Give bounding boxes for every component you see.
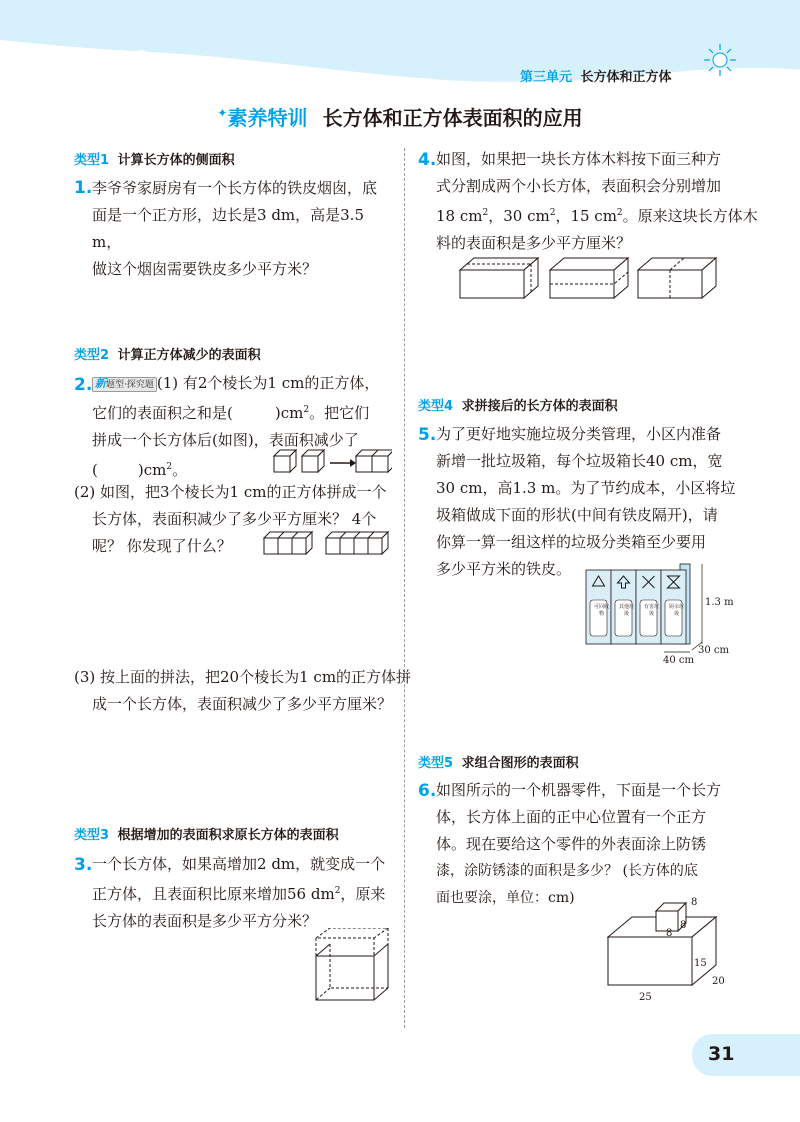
section-type2-label: 类型2 bbox=[74, 348, 110, 363]
sparkle-icon: ✦ bbox=[217, 106, 228, 120]
q5-number: 5. bbox=[418, 425, 437, 445]
bins-height-label: 1.3 m bbox=[705, 597, 734, 608]
section-type5 bbox=[418, 752, 579, 771]
q4-number: 4. bbox=[418, 150, 437, 170]
section-type4 bbox=[418, 395, 618, 414]
column-divider bbox=[404, 148, 405, 1028]
q3-line3: 长方体的表面积是多少平方分米？ bbox=[92, 912, 318, 930]
q1-text bbox=[92, 175, 392, 283]
q2-p1-line2c: 。把它们 bbox=[309, 404, 370, 422]
q2-p3-line1: (3) 按上面的拼法，把20个棱长为1 cm的正方体拼 bbox=[74, 668, 412, 686]
q4-line3c: ，15 cm bbox=[555, 207, 617, 225]
q4-line2: 式分割成两个小长方体，表面积会分别增加 bbox=[436, 177, 722, 195]
flower-icon bbox=[700, 40, 740, 80]
two-cubes-figure bbox=[272, 448, 392, 474]
cube-edge-label: 8 bbox=[691, 897, 698, 908]
header-chapter: 长方体和正方体 bbox=[580, 70, 672, 85]
q4-line3a: 18 cm bbox=[436, 207, 483, 225]
q6-line: 体。现在要给这个零件的外表面涂上防锈 bbox=[436, 835, 707, 853]
q1-number: 1. bbox=[74, 178, 93, 198]
section-type4-title: 求拼接后的长方体的表面积 bbox=[461, 399, 618, 414]
q3-line1: 一个长方体，如果高增加2 dm，就变成一个 bbox=[92, 855, 386, 873]
section-type1-title: 计算长方体的侧面积 bbox=[117, 153, 235, 168]
bin-label: 厨余垃圾 bbox=[668, 604, 684, 617]
q2-p1-line4c: 。 bbox=[172, 461, 188, 479]
box-extended-figure bbox=[300, 928, 396, 1004]
q2-p1-line4a: ( bbox=[92, 461, 98, 479]
wood-block-cuts-figure bbox=[458, 254, 718, 300]
q5-line: 圾箱做成下面的形状(中间有铁皮隔开)，请 bbox=[436, 506, 718, 524]
q2-p3-line2: 成一个长方体，表面积减少了多少平方厘米？ bbox=[92, 695, 393, 713]
cube-edge-label: 8 bbox=[666, 928, 673, 939]
q3-text: 一个长方体，如果高增加2 dm，就变成一个 正方体，且表面积比原来增加56 $dm^2$，原来 长方体的表面积是多少平方分米？ bbox=[92, 851, 397, 935]
arrow-right-icon bbox=[350, 459, 356, 467]
header-unit: 第三单元 bbox=[520, 70, 573, 85]
bin-label: 有害垃圾 bbox=[643, 604, 659, 617]
badge-new: 新 bbox=[95, 377, 106, 390]
q2-p2-line2: 长方体，表面积减少了多少平方厘米？ 4个 bbox=[92, 510, 377, 528]
bins-width-label: 30 cm bbox=[698, 645, 729, 656]
q1-line: 做这个烟囱需要铁皮多少平方米？ bbox=[92, 260, 318, 278]
section-type5-title: 求组合图形的表面积 bbox=[461, 756, 579, 771]
q4-text: 如图，如果把一块长方体木料按下面三种方 式分割成两个小长方体，表面积会分别增加 18 $cm^2$，30 $cm^2$，15 $cm^2$。原来这块长方体木 料的表面积是多少平方厘米？ bbox=[436, 146, 756, 257]
section-type2-title: 计算正方体减少的表面积 bbox=[117, 348, 261, 363]
q4-line3b: ，30 cm bbox=[488, 207, 550, 225]
q5-line: 新增一批垃圾箱，每个垃圾箱长40 cm，宽 bbox=[436, 452, 723, 470]
q4-line3d: 。原来这块长方体木 bbox=[622, 207, 758, 225]
q2-p2-line1: (2) 如图，把3个棱长为1 cm的正方体拼成一个 bbox=[74, 483, 387, 501]
q2-p1-line2: 它们的表面积之和是( bbox=[92, 404, 233, 422]
q6-line: 漆，涂防锈漆的面积是多少？ (长方体的底 bbox=[436, 863, 698, 879]
section-type3-label: 类型3 bbox=[74, 828, 110, 843]
box-height-label: 15 bbox=[694, 958, 707, 969]
q4-line4: 料的表面积是多少平方厘米？ bbox=[436, 234, 632, 252]
section-type2 bbox=[74, 344, 261, 363]
q3-line2b: ，原来 bbox=[340, 885, 386, 903]
bin-label: 可回收物 bbox=[593, 604, 609, 617]
header-unit-label bbox=[520, 66, 672, 85]
q6-line: 面也要涂，单位：cm) bbox=[436, 890, 575, 906]
section-type3-title: 根据增加的表面积求原长方体的表面积 bbox=[117, 828, 339, 843]
section-type4-label: 类型4 bbox=[418, 399, 454, 414]
section-type3 bbox=[74, 824, 339, 843]
q2-p2-line3: 呢？ 你发现了什么？ bbox=[92, 537, 232, 555]
q2-p1-line4b: )cm bbox=[137, 461, 167, 479]
q2-p1-line1: (1) 有2个棱长为1 cm的正方体， bbox=[156, 374, 380, 392]
q5-line: 30 cm，高1.3 m。为了节约成本，小区将垃 bbox=[436, 479, 736, 497]
header-wave bbox=[0, 0, 800, 83]
q2-p1-line3: 拼成一个长方体后(如图)，表面积减少了 bbox=[92, 431, 359, 449]
title-text: 长方体和正方体表面积的应用 bbox=[322, 106, 583, 130]
badge-text: 题型·探究题 bbox=[106, 380, 154, 390]
q5-line: 多少平方米的铁皮。 bbox=[436, 560, 572, 578]
cube-rows-figure bbox=[262, 530, 392, 556]
q2-number: 2. bbox=[74, 375, 93, 395]
q3-line2a: 正方体，且表面积比原来增加56 dm bbox=[92, 885, 335, 903]
bins-length-label: 40 cm bbox=[663, 655, 694, 666]
q2-part3 bbox=[74, 664, 412, 718]
box-width-label: 20 bbox=[712, 976, 725, 987]
q2-part1: 新题型·探究题 (1) 有2个棱长为1 cm的正方体， 它们的表面积之和是( )$cm^2$。把它们 拼成一个长方体后(如图)，表面积减少了 ( )$cm^2$。 bbox=[92, 370, 402, 484]
title-label: 素养特训 bbox=[227, 106, 308, 130]
section-type5-label: 类型5 bbox=[418, 756, 454, 771]
cube-edge-label: 8 bbox=[680, 920, 687, 931]
box-length-label: 25 bbox=[639, 992, 652, 1003]
page-title bbox=[0, 102, 800, 131]
q5-text bbox=[436, 421, 756, 583]
header-band bbox=[0, 0, 800, 92]
q5-line: 你算一算一组这样的垃圾分类箱至少要用 bbox=[436, 533, 707, 551]
q3-number: 3. bbox=[74, 855, 93, 875]
q6-line: 如图所示的一个机器零件，下面是一个长方 bbox=[436, 781, 722, 799]
q2-p1-line2b: )cm bbox=[274, 404, 304, 422]
new-question-badge bbox=[92, 377, 157, 392]
q5-line: 为了更好地实施垃圾分类管理，小区内准备 bbox=[436, 425, 722, 443]
q6-line: 体，长方体上面的正中心位置有一个正方 bbox=[436, 808, 707, 826]
page-number: 31 bbox=[708, 1043, 735, 1065]
q6-number: 6. bbox=[418, 781, 437, 801]
q4-line1: 如图，如果把一块长方体木料按下面三种方 bbox=[436, 150, 722, 168]
section-type1-label: 类型1 bbox=[74, 153, 110, 168]
bin-label: 其他垃圾 bbox=[618, 604, 634, 617]
page-number-tab bbox=[692, 1034, 800, 1076]
section-type1 bbox=[74, 149, 235, 168]
q6-text bbox=[436, 777, 756, 912]
q1-line: 面是一个正方形，边长是3 dm，高是3.5 m， bbox=[92, 206, 364, 251]
q1-line: 李爷爷家厨房有一个长方体的铁皮烟囱，底 bbox=[92, 179, 378, 197]
